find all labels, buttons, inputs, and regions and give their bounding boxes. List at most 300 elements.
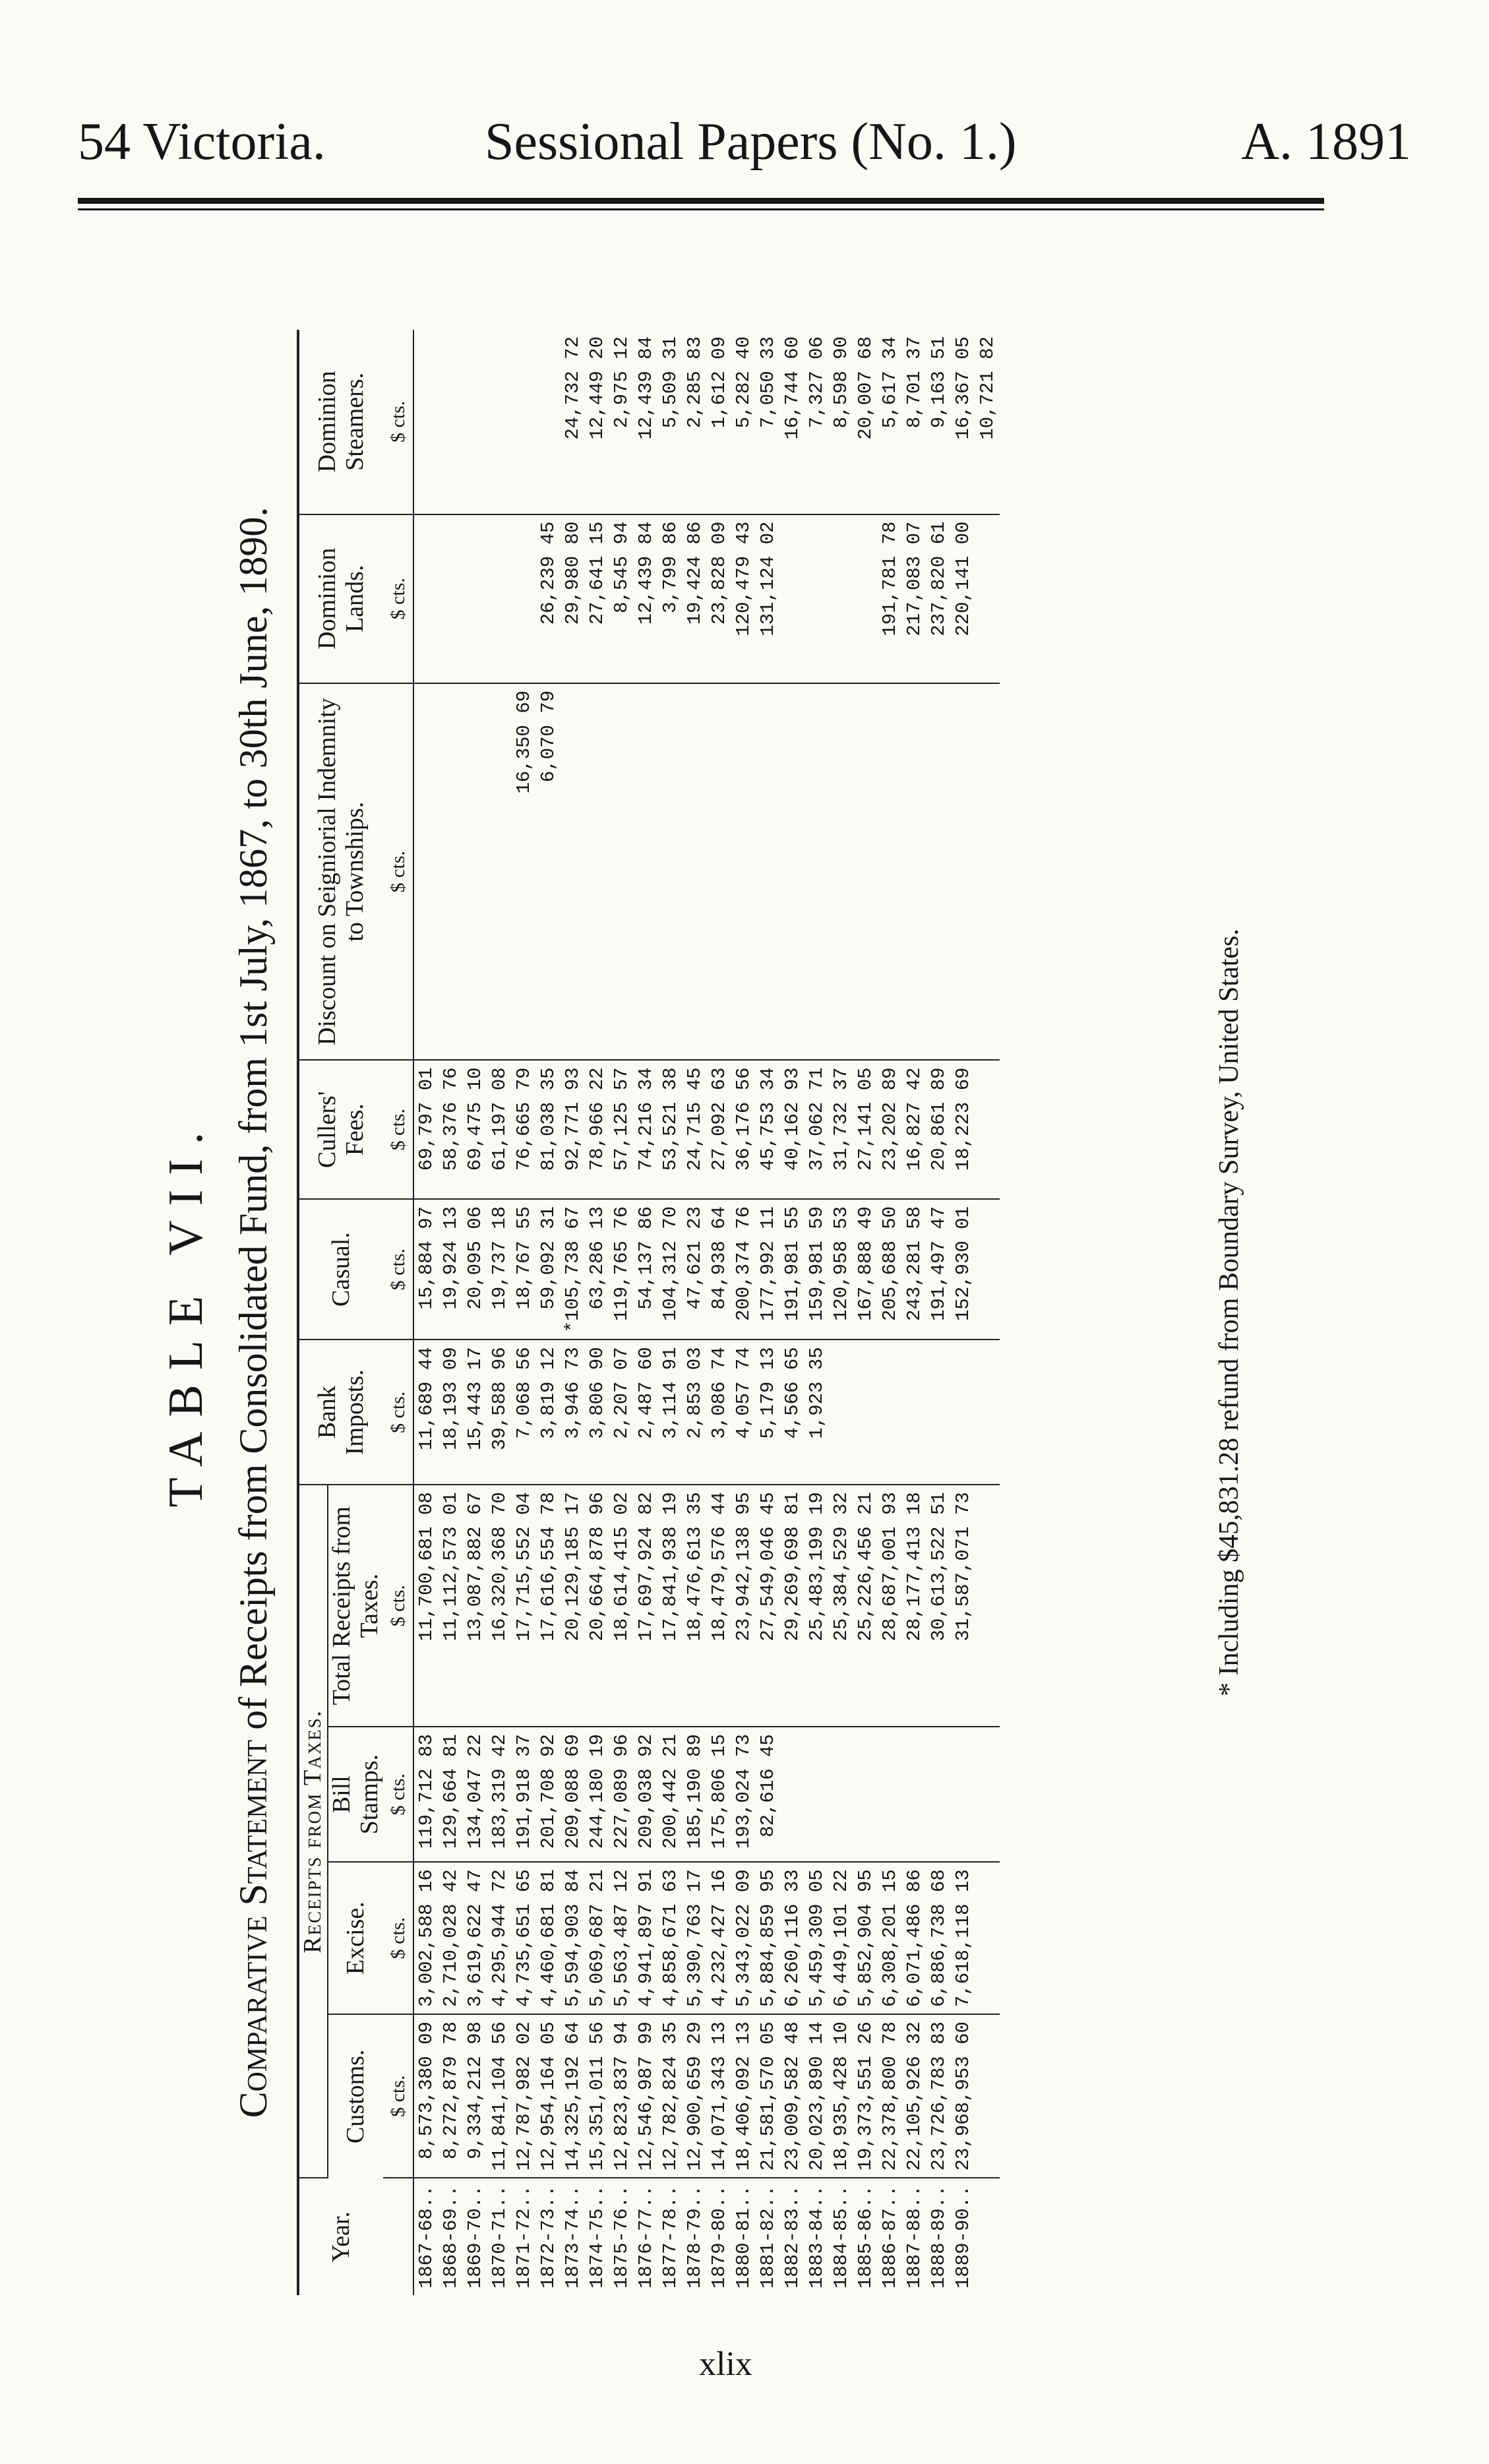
table-cell: 2,487 60 (634, 1340, 658, 1485)
table-cell: 5,390,763 17 (683, 1862, 707, 2014)
table-cell: 16,367 05 (951, 330, 975, 514)
table-cell: 9,334,212 98 (463, 2014, 487, 2178)
table-cell: 20,095 06 (463, 1199, 487, 1340)
header-rule-thin (78, 208, 1324, 210)
table-cell: 5,594,903 84 (561, 1862, 585, 2014)
table-cell: 1874-75.. (586, 2185, 609, 2289)
table-cell: 8,701 37 (902, 330, 927, 514)
table-cell: 19,424 86 (683, 514, 707, 683)
unit-cell: $ cts. (383, 1485, 413, 1727)
table-cell: 4,057 74 (731, 1340, 756, 1485)
unit-cell: $ cts. (383, 1727, 413, 1862)
table-cell: 1889-90.. (952, 2185, 975, 2289)
table-cell: 1882-83.. (781, 2185, 804, 2289)
rotated-table-block (132, 290, 1244, 2335)
table-cell: 5,282 40 (731, 330, 756, 514)
table-cell: 6,449,101 22 (829, 1862, 853, 2014)
table-cell: 4,941,897 91 (634, 1862, 658, 2014)
table-cell (439, 330, 463, 514)
header-rule-thick (78, 198, 1324, 204)
table-cell: 244,180 19 (585, 1727, 609, 1862)
table-title: TABLE VII. (159, 1117, 213, 1508)
table-cell: *105,738 67 (561, 1199, 585, 1340)
table-cell: 6,308,201 15 (878, 1862, 902, 2014)
col-dominion-lands: Dominion Lands. (298, 514, 383, 683)
table-cell: 20,664,878 96 (585, 1485, 609, 1727)
table-cell (829, 514, 853, 683)
table-cell (878, 1340, 902, 1485)
table-cell: 1876-77.. (635, 2185, 657, 2289)
table-cell: 12,954,164 05 (536, 2014, 561, 2178)
table-cell: 29,980 80 (561, 514, 585, 683)
col-bill-stamps: Bill Stamps. (328, 1727, 384, 1862)
table-cell: 1884-85.. (830, 2185, 853, 2289)
table-cell: 134,047 22 (463, 1727, 487, 1862)
table-cell: 11,112,573 01 (439, 1485, 463, 1727)
table-cell: 7,618,118 13 (951, 1862, 975, 2014)
table-cell: 16,827 42 (902, 1060, 927, 1198)
table-cell (951, 1727, 975, 1862)
table-cell: 58,376 76 (439, 1060, 463, 1198)
table-cell (951, 683, 975, 1061)
table-cell: 5,852,904 95 (853, 1862, 878, 2014)
table-cell: 14,325,192 64 (561, 2014, 585, 2178)
table-cell: 119,765 76 (609, 1199, 634, 1340)
table-cell (853, 1340, 878, 1485)
table-row (853, 330, 878, 2295)
table-cell: 40,162 93 (780, 1060, 805, 1198)
table-cell: 5,509 31 (658, 330, 683, 514)
table-cell: 15,884 97 (413, 1199, 439, 1340)
table-cell (853, 514, 878, 683)
table-cell: 220,141 00 (951, 514, 975, 683)
table-cell: 1,923 35 (805, 1340, 829, 1485)
table-cell: 47,621 23 (683, 1199, 707, 1340)
table-cell: 78,966 22 (585, 1060, 609, 1198)
table-cell: 39,588 96 (487, 1340, 512, 1485)
col-casual: Casual. (298, 1199, 383, 1340)
table-cell: 3,114 91 (658, 1340, 683, 1485)
table-cell: 129,664 81 (439, 1727, 463, 1862)
table-cell: 1883-84.. (806, 2185, 828, 2289)
table-row (756, 330, 780, 2295)
table-cell: 6,260,116 33 (780, 1862, 805, 2014)
table-cell: 1870-71.. (489, 2185, 511, 2289)
table-cell: 1869-70.. (464, 2185, 487, 2289)
table-cell: 25,483,199 19 (805, 1485, 829, 1727)
col-customs: Customs. (341, 2049, 369, 2144)
table-cell: 120,479 43 (731, 514, 756, 683)
table-cell: 11,700,681 08 (413, 1485, 439, 1727)
table-cell: 81,038 35 (536, 1060, 561, 1198)
table-cell: 23,202 89 (878, 1060, 902, 1198)
table-cell (902, 683, 927, 1061)
table-cell: 9,163 51 (927, 330, 951, 514)
table-row (707, 330, 731, 2295)
table-cell: 1872-73.. (537, 2185, 560, 2289)
table-cell: 183,319 42 (487, 1727, 512, 1862)
table-cell: 4,858,671 63 (658, 1862, 683, 2014)
table-row (609, 330, 634, 2295)
unit-cell: $ cts. (383, 1862, 413, 2014)
header-center: Sessional Papers (No. 1.) (485, 113, 1017, 171)
table-cell: 227,089 96 (609, 1727, 634, 1862)
table-cell: 18,614,415 02 (609, 1485, 634, 1727)
table-cell: 1871-72.. (513, 2185, 535, 2289)
table-cell (731, 683, 756, 1061)
table-cell: 4,566 65 (780, 1340, 805, 1485)
table-row (780, 330, 805, 2295)
table-cell: 22,105,926 32 (902, 2014, 927, 2178)
table-cell: 11,689 44 (413, 1340, 439, 1485)
table-cell: 53,521 38 (658, 1060, 683, 1198)
table-cell: 54,137 86 (634, 1199, 658, 1340)
table-cell (439, 683, 463, 1061)
header-left: 54 Victoria. (78, 113, 326, 171)
table-cell: 1875-76.. (611, 2185, 633, 2289)
table-cell: 5,069,687 21 (585, 1862, 609, 2014)
table-row (463, 330, 487, 2295)
table-cell: 2,710,028 42 (439, 1862, 463, 2014)
page-number: xlix (699, 2345, 752, 2383)
table-cell: 25,384,529 32 (829, 1485, 853, 1727)
col-year: Year. (298, 2178, 383, 2295)
table-row (902, 330, 927, 2295)
table-cell (975, 1727, 1000, 1862)
table-cell: 1881-82.. (757, 2185, 779, 2289)
table-cell: 59,092 31 (536, 1199, 561, 1340)
table-cell: 243,281 58 (902, 1199, 927, 1340)
table-cell: 82,616 45 (756, 1727, 780, 1862)
table-cell: 45,753 34 (756, 1060, 780, 1198)
table-cell: 15,351,011 56 (585, 2014, 609, 2178)
table-cell: 8,573,380 09 (413, 2014, 439, 2178)
table-cell: 193,024 73 (731, 1727, 756, 1862)
table-cell: 5,884,859 95 (756, 1862, 780, 2014)
unit-cell: $ cts. (383, 683, 413, 1061)
table-cell: 12,787,982 02 (512, 2014, 536, 2178)
table-cell: 1887-88.. (903, 2185, 926, 2289)
table-cell: 69,475 10 (463, 1060, 487, 1198)
table-row (439, 330, 463, 2295)
table-cell: 4,460,681 81 (536, 1862, 561, 2014)
table-cell: 18,406,092 13 (731, 2014, 756, 2178)
table-row (878, 330, 902, 2295)
table-cell: 24,715 45 (683, 1060, 707, 1198)
table-cell (780, 683, 805, 1061)
table-cell: 7,068 56 (512, 1340, 536, 1485)
col-total-taxes: Total Receipts from Taxes. (328, 1485, 384, 1727)
table-cell: 92,771 93 (561, 1060, 585, 1198)
table-cell: 15,443 17 (463, 1340, 487, 1485)
unit-cell: $ cts. (383, 1060, 413, 1198)
table-row (951, 330, 975, 2295)
table-cell (975, 1862, 1000, 2014)
table-cell: 200,374 76 (731, 1199, 756, 1340)
table-cell: 1878-79.. (684, 2185, 706, 2289)
table-cell (975, 1199, 1000, 1340)
table-cell: 191,497 47 (927, 1199, 951, 1340)
table-cell (536, 330, 561, 514)
table-cell (512, 514, 536, 683)
table-cell (975, 1340, 1000, 1485)
table-cell: 31,587,071 73 (951, 1485, 975, 1727)
table-cell: 177,992 11 (756, 1199, 780, 1340)
table-cell: 3,806 90 (585, 1340, 609, 1485)
table-cell: 74,216 34 (634, 1060, 658, 1198)
table-row (683, 330, 707, 2295)
table-cell: 191,918 37 (512, 1727, 536, 1862)
table-cell (756, 683, 780, 1061)
table-cell: 104,312 70 (658, 1199, 683, 1340)
table-cell: 1880-81.. (733, 2185, 755, 2289)
table-cell: 13,087,882 67 (463, 1485, 487, 1727)
unit-cell: $ cts. (383, 1340, 413, 1485)
unit-cell: $ cts. (383, 330, 413, 514)
table-cell: 7,050 33 (756, 330, 780, 514)
table-cell (927, 1340, 951, 1485)
table-cell: 17,616,554 78 (536, 1485, 561, 1727)
table-cell (658, 683, 683, 1061)
table-cell: 2,207 07 (609, 1340, 634, 1485)
table-cell: 20,129,185 17 (561, 1485, 585, 1727)
table-row (975, 330, 1000, 2295)
table-cell (927, 1727, 951, 1862)
col-group-receipts: Receipts from Taxes. (298, 1485, 328, 2178)
table-cell: 29,269,698 81 (780, 1485, 805, 1727)
table-cell (951, 1340, 975, 1485)
table-cell: 61,197 08 (487, 1060, 512, 1198)
col-bank-imposts: Bank Imposts. (298, 1340, 383, 1485)
table-cell (829, 1727, 853, 1862)
table-cell (463, 683, 487, 1061)
table-cell: 7,327 06 (805, 330, 829, 514)
table-cell: 12,900,659 29 (683, 2014, 707, 2178)
table-cell: 1867-68.. (415, 2185, 438, 2289)
table-cell: 69,797 01 (413, 1060, 439, 1198)
table-cell (683, 683, 707, 1061)
table-row (731, 330, 756, 2295)
table-cell: 5,563,487 12 (609, 1862, 634, 2014)
table-cell (975, 514, 1000, 683)
table-row (512, 330, 536, 2295)
table-cell (853, 1727, 878, 1862)
table-cell: 200,442 21 (658, 1727, 683, 1862)
table-body (413, 330, 1000, 2295)
table-cell: 119,712 83 (413, 1727, 439, 1862)
table-cell: 27,641 15 (585, 514, 609, 683)
table-cell: 5,343,022 09 (731, 1862, 756, 2014)
col-dominion-steamers: Dominion Steamers. (298, 330, 383, 514)
table-cell: 37,062 71 (805, 1060, 829, 1198)
table-cell: 16,320,368 70 (487, 1485, 512, 1727)
table-cell: 5,459,309 05 (805, 1862, 829, 2014)
table-cell: 12,782,824 35 (658, 2014, 683, 2178)
table-cell: 3,619,622 47 (463, 1862, 487, 2014)
col-excise: Excise. (328, 1862, 384, 2014)
table-cell: 23,942,138 95 (731, 1485, 756, 1727)
table-cell (634, 683, 658, 1061)
table-cell: 36,176 56 (731, 1060, 756, 1198)
table-cell: 191,981 55 (780, 1199, 805, 1340)
table-cell (561, 683, 585, 1061)
table-cell: 17,715,552 04 (512, 1485, 536, 1727)
table-cell: 3,086 74 (707, 1340, 731, 1485)
table-cell: 159,981 59 (805, 1199, 829, 1340)
unit-cell: $ cts. (383, 514, 413, 683)
table-cell: 14,071,343 13 (707, 2014, 731, 2178)
table-cell: 8,545 94 (609, 514, 634, 683)
table-cell (829, 683, 853, 1061)
table-cell (609, 683, 634, 1061)
table-subtitle (231, 290, 276, 2335)
table-cell: 205,688 50 (878, 1199, 902, 1340)
table-cell: 10,721 82 (975, 330, 1000, 514)
table-cell: 1868-69.. (440, 2185, 462, 2289)
table-cell: 6,071,486 86 (902, 1862, 927, 2014)
table-cell: 4,295,944 72 (487, 1862, 512, 2014)
table-cell: 8,272,879 78 (439, 2014, 463, 2178)
table-cell: 191,781 78 (878, 514, 902, 683)
table-cell: 1888-89.. (928, 2185, 950, 2289)
table-row (536, 330, 561, 2295)
table-cell (975, 1060, 1000, 1198)
unit-cell: $ cts. (383, 1199, 413, 1340)
table-cell (805, 1727, 829, 1862)
table-row (413, 330, 439, 2295)
table-cell: 57,125 57 (609, 1060, 634, 1198)
table-cell: 23,009,582 48 (780, 2014, 805, 2178)
table-cell: 5,179 13 (756, 1340, 780, 1485)
table-cell (878, 1727, 902, 1862)
subtitle-rest: of Receipts from Consolidated Fund, from 1st July, 1867, to 30th June, 1890. (231, 507, 275, 1740)
table-cell (780, 514, 805, 683)
table-cell: 3,002,588 16 (413, 1862, 439, 2014)
unit-cell (383, 2178, 413, 2295)
table-cell (487, 330, 512, 514)
table-cell: 27,092 63 (707, 1060, 731, 1198)
table-row (805, 330, 829, 2295)
table-cell: 16,350 69 (512, 683, 536, 1061)
table-cell: 8,598 90 (829, 330, 853, 514)
table-cell (927, 683, 951, 1061)
table-cell: 18,193 09 (439, 1340, 463, 1485)
table-cell: 217,083 07 (902, 514, 927, 683)
table-cell: 19,373,551 26 (853, 2014, 878, 2178)
table-cell: 12,546,987 99 (634, 2014, 658, 2178)
table-cell (878, 683, 902, 1061)
table-cell (413, 683, 439, 1061)
table-cell: 30,613,522 51 (927, 1485, 951, 1727)
table-cell: 24,732 72 (561, 330, 585, 514)
table-cell (707, 683, 731, 1061)
table-cell: 2,975 12 (609, 330, 634, 514)
table-cell: 18,223 69 (951, 1060, 975, 1198)
table-row (829, 330, 853, 2295)
table-cell: 2,853 03 (683, 1340, 707, 1485)
table-cell: 76,665 79 (512, 1060, 536, 1198)
col-discount: Discount on Seigniorial Indemnity to Townships. (298, 683, 383, 1061)
unit-cell: $ cts. (383, 2014, 413, 2178)
table-cell: 23,726,783 83 (927, 2014, 951, 2178)
table-cell: 201,708 92 (536, 1727, 561, 1862)
table-cell: 1879-80.. (708, 2185, 731, 2289)
table-cell: 28,687,001 93 (878, 1485, 902, 1727)
table-cell (975, 2014, 1000, 2178)
table-row (487, 330, 512, 2295)
table-cell: 63,286 13 (585, 1199, 609, 1340)
table-cell: 5,617 34 (878, 330, 902, 514)
table-cell: 237,820 61 (927, 514, 951, 683)
table-cell: 18,479,576 44 (707, 1485, 731, 1727)
table-cell: 152,930 01 (951, 1199, 975, 1340)
table-cell (512, 330, 536, 514)
table-cell (413, 330, 439, 514)
table-cell: 185,190 89 (683, 1727, 707, 1862)
table-cell: 6,886,738 68 (927, 1862, 951, 2014)
table-cell: 84,938 64 (707, 1199, 731, 1340)
table-cell (975, 1485, 1000, 1727)
table-cell: 1877-78.. (659, 2185, 682, 2289)
table-cell: 25,226,456 21 (853, 1485, 878, 1727)
table-cell: 12,823,837 94 (609, 2014, 634, 2178)
table-cell: 12,449 20 (585, 330, 609, 514)
table-cell (463, 330, 487, 514)
table-cell: 2,285 83 (683, 330, 707, 514)
table-cell (413, 514, 439, 683)
footnote: * Including $45,831.28 refund from Boundary Survey, United States. (1214, 929, 1244, 1696)
table-cell: 16,744 60 (780, 330, 805, 514)
receipts-table (297, 330, 1000, 2295)
table-cell: 1,612 09 (707, 330, 731, 514)
unit-row (383, 330, 413, 2295)
table-cell: 21,581,570 05 (756, 2014, 780, 2178)
table-cell: 209,038 92 (634, 1727, 658, 1862)
table-cell: 23,828 09 (707, 514, 731, 683)
table-cell: 17,697,924 82 (634, 1485, 658, 1727)
table-cell: 1886-87.. (879, 2185, 901, 2289)
header-right: A. 1891 (1241, 113, 1411, 171)
table-cell: 120,958 53 (829, 1199, 853, 1340)
table-cell: 18,767 55 (512, 1199, 536, 1340)
table-row (585, 330, 609, 2295)
table-row (658, 330, 683, 2295)
table-cell: 23,968,953 60 (951, 2014, 975, 2178)
table-cell (487, 514, 512, 683)
table-cell: 131,124 02 (756, 514, 780, 683)
table-cell (463, 514, 487, 683)
table-cell: 27,141 05 (853, 1060, 878, 1198)
table-cell: 18,935,428 10 (829, 2014, 853, 2178)
table-cell: 26,239 45 (536, 514, 561, 683)
table-row (927, 330, 951, 2295)
table-cell: 3,799 86 (658, 514, 683, 683)
table-cell: 3,946 73 (561, 1340, 585, 1485)
table-cell (975, 683, 1000, 1061)
table-cell: 175,806 15 (707, 1727, 731, 1862)
table-cell (439, 514, 463, 683)
table-cell: 209,088 69 (561, 1727, 585, 1862)
table-cell: 1885-86.. (855, 2185, 877, 2289)
table-cell: 20,007 68 (853, 330, 878, 514)
table-cell: 12,439 84 (634, 514, 658, 683)
table-cell (805, 514, 829, 683)
table-cell: 19,924 13 (439, 1199, 463, 1340)
table-cell: 4,735,651 65 (512, 1862, 536, 2014)
table-cell: 12,439 84 (634, 330, 658, 514)
table-cell (975, 2178, 1000, 2295)
table-cell: 4,232,427 16 (707, 1862, 731, 2014)
